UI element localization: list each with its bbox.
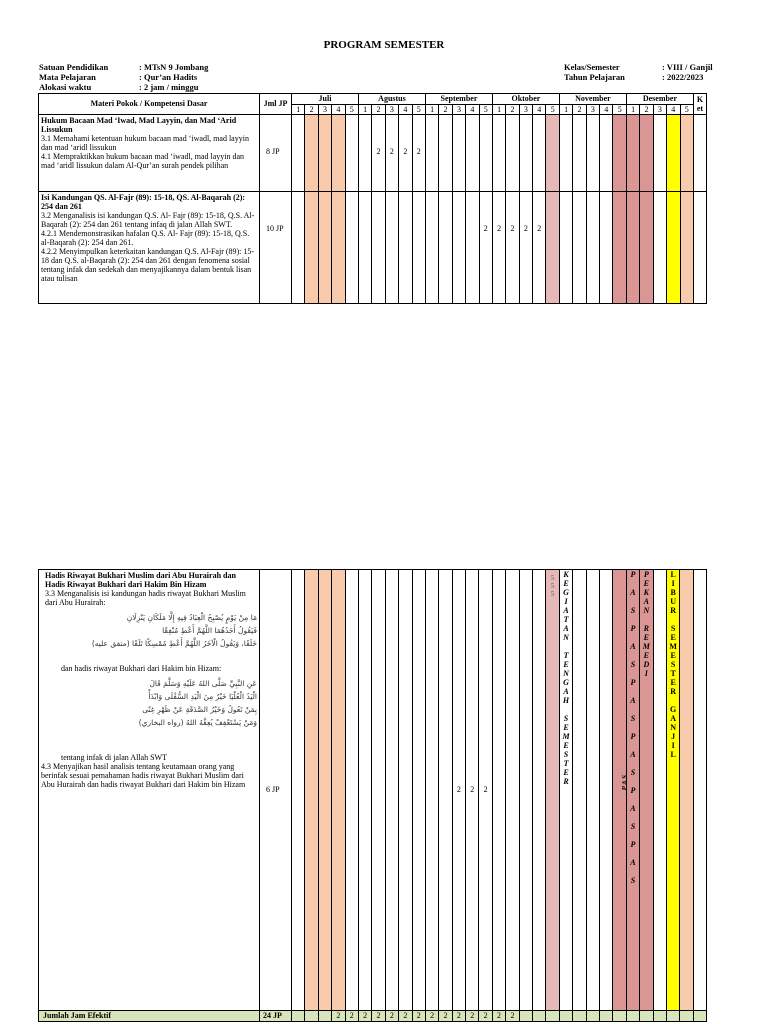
week-cell <box>358 115 371 192</box>
week-cell <box>466 115 479 192</box>
week-number: 5 <box>680 104 693 115</box>
week-number: 3 <box>519 104 532 115</box>
page-title: PROGRAM SEMESTER <box>323 39 445 51</box>
summary-cell: 2 <box>452 1011 465 1022</box>
week-cell <box>385 192 398 304</box>
arabic-hadith-text <box>69 677 257 729</box>
week-cell <box>613 115 626 192</box>
week-cell <box>452 115 465 192</box>
kompetensi-dasar: 4.2.2 Menyimpulkan keterkaitan kandungan Q.S. Al-Fajr (89): 15-18 dan Q.S. al-Baqarah (2): 254 dan 261 dengan fenomena sosial tentang infak dan sedekah dan menyajikannya dalam bentuk lisan atau tulisan <box>41 247 255 283</box>
week-cell <box>533 570 546 1011</box>
libur-label: L I B U R S E M E S T E R G A N J I L <box>669 570 677 759</box>
semester-table-bottom <box>38 569 707 1022</box>
week-cell <box>412 570 425 1011</box>
info-value: : 2022/2023 <box>662 72 704 82</box>
month-header: Juli <box>292 94 359 105</box>
summary-cell: 2 <box>492 1011 505 1022</box>
week-cell <box>519 115 532 192</box>
week-number: 4 <box>466 104 479 115</box>
info-label: Satuan Pendidikan <box>39 62 109 72</box>
week-cell <box>546 570 559 1011</box>
week-cell: 2 <box>479 570 492 1011</box>
week-cell <box>425 570 438 1011</box>
week-cell <box>680 570 693 1011</box>
month-header: Desember <box>626 94 693 105</box>
week-number: 2 <box>439 104 452 115</box>
week-cell <box>372 570 385 1011</box>
summary-cell: 2 <box>425 1011 438 1022</box>
summary-jp: 24 JP <box>260 1011 292 1022</box>
week-cell <box>292 115 305 192</box>
week-cell <box>358 192 371 304</box>
week-cell <box>332 115 345 192</box>
oct-note: 5 5 5 <box>550 574 555 598</box>
info-value: : VIII / Ganjil <box>662 62 713 72</box>
info-label: Mata Pelajaran <box>39 72 96 82</box>
week-cell <box>345 115 358 192</box>
week-cell <box>425 115 438 192</box>
week-cell <box>586 115 599 192</box>
week-number: 4 <box>399 104 412 115</box>
week-cell <box>653 570 666 1011</box>
ket-cell <box>693 115 706 192</box>
week-cell: 2 <box>492 192 505 304</box>
summary-cell: 2 <box>332 1011 345 1022</box>
week-number: 3 <box>452 104 465 115</box>
week-cell <box>492 115 505 192</box>
kompetensi-dasar: 4.1 Mempraktikkan hukum bacaan mad ‘iwadl, mad layyin dan mad ‘aridl lissukun dalam Al-Qur’an surah pendek pilihan <box>41 152 245 170</box>
summary-cell <box>680 1011 693 1022</box>
week-number: 2 <box>640 104 653 115</box>
kompetensi-dasar: dan hadis riwayat Bukhari dari Hakim bin Hizam: <box>61 664 222 673</box>
week-cell <box>439 115 452 192</box>
week-cell <box>399 192 412 304</box>
summary-cell <box>318 1011 331 1022</box>
week-cell <box>626 115 639 192</box>
arabic-line: بِمَنْ تَعُولُ وَخَيْرُ الصَّدَقَةِ عَنْ ظَهْرِ غِنًى <box>142 705 257 714</box>
materi-cell <box>39 115 260 192</box>
week-number: 3 <box>586 104 599 115</box>
week-number: 3 <box>318 104 331 115</box>
week-cell <box>653 192 666 304</box>
week-cell <box>305 115 318 192</box>
week-number: 5 <box>613 104 626 115</box>
week-number: 1 <box>425 104 438 115</box>
week-cell <box>626 192 639 304</box>
week-number: 1 <box>358 104 371 115</box>
week-cell <box>452 192 465 304</box>
header-ket: K et <box>693 94 706 115</box>
week-cell <box>680 115 693 192</box>
week-cell <box>466 192 479 304</box>
materi-cell <box>39 192 260 304</box>
month-header: November <box>559 94 626 105</box>
week-number: 2 <box>305 104 318 115</box>
pas-label: P A S P A S P A S P A S P A S P A S <box>630 570 636 885</box>
week-cell <box>318 115 331 192</box>
week-cell <box>573 115 586 192</box>
materi-heading: Isi Kandungan QS. Al-Fajr (89): 15-18, QS. Al-Baqarah (2): 254 dan 261 <box>41 193 246 211</box>
week-cell <box>492 570 505 1011</box>
week-cell <box>332 192 345 304</box>
week-cell <box>292 570 305 1011</box>
info-value: : MTsN 9 Jombang <box>139 62 209 72</box>
month-header: Oktober <box>492 94 559 105</box>
summary-cell <box>546 1011 559 1022</box>
summary-cell <box>640 1011 653 1022</box>
summary-cell: 2 <box>372 1011 385 1022</box>
summary-cell <box>292 1011 305 1022</box>
week-cell: 2 <box>479 192 492 304</box>
summary-cell: 2 <box>479 1011 492 1022</box>
week-cell: 2 <box>399 115 412 192</box>
arabic-line: الْيَدُ الْعُلْيَا خَيْرٌ مِنَ الْيَدِ السُّفْلَى وَابْدَأْ <box>148 692 257 701</box>
week-cell <box>439 192 452 304</box>
week-cell: 2 <box>385 115 398 192</box>
week-cell <box>533 115 546 192</box>
week-number: 3 <box>653 104 666 115</box>
kompetensi-dasar: 3.3 Menganalisis isi kandungan hadis riwayat Bukhari Muslim dari Abu Hurairah: <box>45 589 246 607</box>
summary-cell <box>666 1011 679 1022</box>
week-cell <box>318 570 331 1011</box>
week-cell <box>345 192 358 304</box>
week-cell <box>680 192 693 304</box>
week-cell: 2 <box>372 115 385 192</box>
week-cell <box>479 115 492 192</box>
summary-cell: 2 <box>412 1011 425 1022</box>
week-cell: 2 <box>466 570 479 1011</box>
info-label: Tahun Pelajaran <box>564 72 625 82</box>
week-cell <box>318 192 331 304</box>
week-number: 1 <box>292 104 305 115</box>
ket-cell <box>693 192 706 304</box>
materi-cell <box>39 570 260 1011</box>
week-number: 5 <box>479 104 492 115</box>
week-cell <box>305 570 318 1011</box>
week-cell <box>600 192 613 304</box>
arabic-line: وَمَنْ يَسْتَعْفِفْ يُعِفَّهُ اللهُ (رواه البخاري) <box>138 718 257 727</box>
week-cell <box>439 570 452 1011</box>
summary-cell: 2 <box>358 1011 371 1022</box>
kompetensi-dasar: 4.3 Menyajikan hasil analisis tentang keutamaan orang yang berinfak sesuai pemahaman hadis riwayat Bukhari Muslim dari Abu Hurairah dan hadis riwayat Bukhari dari Hakim bin Hizam <box>41 762 246 789</box>
class-info <box>564 62 713 82</box>
week-cell <box>586 570 599 1011</box>
week-number: 4 <box>533 104 546 115</box>
month-header: September <box>425 94 492 105</box>
kompetensi-dasar: 3.1 Memahami ketentuan hukum bacaan mad ‘iwadl, mad layyin dan mad ‘aridl lissukun <box>41 134 249 152</box>
week-cell <box>412 192 425 304</box>
info-label: Kelas/Semester <box>564 62 620 72</box>
info-label: Alokasi waktu <box>39 82 92 92</box>
semester-table-top <box>38 93 707 304</box>
header-jml-jp: Jml JP <box>260 94 292 115</box>
summary-cell <box>559 1011 572 1022</box>
week-cell <box>546 115 559 192</box>
week-cell <box>586 192 599 304</box>
week-cell: 2 <box>533 192 546 304</box>
jp-cell: 10 JP <box>260 192 292 304</box>
summary-cell <box>519 1011 532 1022</box>
week-cell <box>506 115 519 192</box>
jp-cell: 8 JP <box>260 115 292 192</box>
week-cell <box>640 570 653 1011</box>
week-cell <box>667 115 680 192</box>
pas-side-label: P A S <box>620 775 629 791</box>
week-cell: 2 <box>412 115 425 192</box>
week-cell <box>345 570 358 1011</box>
ket-cell <box>693 1011 706 1022</box>
summary-cell: 2 <box>506 1011 519 1022</box>
week-cell <box>573 570 586 1011</box>
arabic-line: فَيَقُولُ أَحَدُهُمَا اللَّهُمَّ أَعْطِ مُنْفِقًا <box>162 626 257 635</box>
jp-cell: 6 JP <box>260 570 292 1011</box>
summary-cell <box>613 1011 626 1022</box>
week-cell <box>640 192 653 304</box>
week-number: 2 <box>573 104 586 115</box>
kompetensi-dasar: tentang infak di jalan Allah SWT <box>61 753 167 762</box>
arabic-line: عَنِ النَّبِيِّ صَلَّى اللهُ عَلَيْهِ وَسَلَّمَ قَالَ <box>149 679 257 688</box>
week-cell <box>372 192 385 304</box>
pts-label: K E G I A T A N T E N G A H S E M E S T E R <box>562 570 570 786</box>
remedi-label: P E K A N R E M E D I <box>642 570 650 678</box>
week-cell <box>559 570 572 1011</box>
month-header: Agustus <box>358 94 425 105</box>
summary-cell: 2 <box>439 1011 452 1022</box>
week-number: 4 <box>600 104 613 115</box>
week-cell <box>559 115 572 192</box>
summary-cell: 2 <box>385 1011 398 1022</box>
week-cell <box>425 192 438 304</box>
materi-heading: Hadis Riwayat Bukhari Muslim dari Abu Hurairah dan Hadis Riwayat Bukhari dari Hakim Bin Hizam <box>45 571 236 589</box>
info-value: : Qur’an Hadits <box>139 72 198 82</box>
week-number: 4 <box>332 104 345 115</box>
week-cell <box>546 192 559 304</box>
kompetensi-dasar: 4.2.1 Mendemonstrasikan hafalan Q.S. Al- Fajr (89): 15-18, Q.S. al-Baqarah (2): 254 dan 261. <box>41 229 250 247</box>
summary-label: Jumlah Jam Efektif <box>39 1011 260 1022</box>
week-number: 4 <box>667 104 680 115</box>
summary-cell <box>599 1011 612 1022</box>
summary-cell <box>626 1011 639 1022</box>
school-info <box>39 62 208 92</box>
summary-cell <box>573 1011 586 1022</box>
week-cell <box>399 570 412 1011</box>
week-cell: 2 <box>452 570 465 1011</box>
week-cell <box>599 570 612 1011</box>
week-cell <box>573 192 586 304</box>
week-number: 5 <box>412 104 425 115</box>
week-cell <box>519 570 532 1011</box>
arabic-hadith-text <box>69 611 257 650</box>
summary-cell <box>533 1011 546 1022</box>
summary-cell <box>586 1011 599 1022</box>
week-number: 1 <box>626 104 639 115</box>
week-number: 1 <box>559 104 572 115</box>
week-cell <box>559 192 572 304</box>
week-number: 3 <box>385 104 398 115</box>
week-cell <box>640 115 653 192</box>
week-cell <box>666 570 679 1011</box>
kompetensi-dasar: 3.2 Menganalisis isi kandungan Q.S. Al- Fajr (89): 15-18, Q.S. Al- Baqarah (2): 254 dan 261 tentang infaq di jalan Allah SWT. <box>41 211 255 229</box>
week-cell <box>292 192 305 304</box>
summary-cell <box>305 1011 318 1022</box>
info-value: : 2 jam / minggu <box>139 82 199 92</box>
week-cell <box>613 192 626 304</box>
week-number: 1 <box>492 104 505 115</box>
week-cell: 2 <box>519 192 532 304</box>
week-number: 2 <box>506 104 519 115</box>
summary-cell: 2 <box>345 1011 358 1022</box>
arabic-line: خَلَفًا، وَيَقُولُ الْآخَرُ اللَّهُمَّ أَعْطِ مُمْسِكًا تَلَفًا (متفق عليه) <box>91 639 257 648</box>
ket-cell <box>693 570 706 1011</box>
week-cell <box>332 570 345 1011</box>
summary-cell <box>653 1011 666 1022</box>
week-number: 5 <box>546 104 559 115</box>
week-cell <box>620 570 639 1011</box>
summary-cell: 2 <box>466 1011 479 1022</box>
week-cell <box>667 192 680 304</box>
week-cell <box>506 570 519 1011</box>
week-cell <box>600 115 613 192</box>
week-cell <box>385 570 398 1011</box>
summary-cell: 2 <box>399 1011 412 1022</box>
materi-heading: Hukum Bacaan Mad ‘Iwad, Mad Layyin, dan Mad ‘Arid Lissukun <box>41 116 237 134</box>
week-number: 2 <box>372 104 385 115</box>
week-cell <box>305 192 318 304</box>
week-number: 5 <box>345 104 358 115</box>
header-materi: Materi Pokok / Kompetensi Dasar <box>39 94 260 115</box>
week-cell: 2 <box>506 192 519 304</box>
arabic-line: مَا مِنْ يَوْمٍ يُصْبِحُ الْعِبَادُ فِيهِ إِلَّا مَلَكَانِ يَنْزِلَانِ <box>126 613 257 622</box>
week-cell <box>358 570 371 1011</box>
week-cell <box>653 115 666 192</box>
